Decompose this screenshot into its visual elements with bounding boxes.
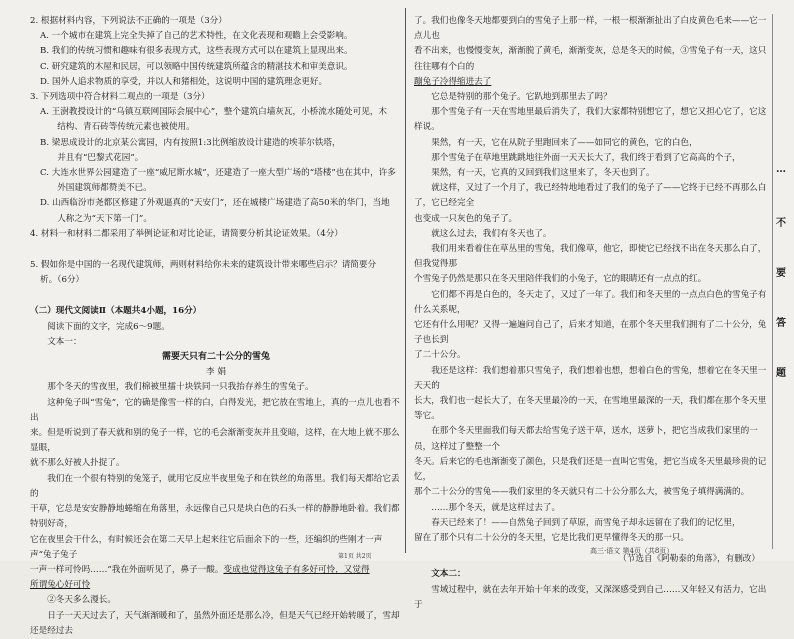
text2-label: 文本二： [431,569,466,580]
paragraph-2-line3: 就不那么好被人扑捉了。 [30,458,125,469]
question-2-option-c: C. 研究建筑的木屋和民居，可以领略中国传统建筑所蕴含的精湛技术和审美意识。 [40,61,353,72]
right-line-12: 我们用来看着住在草丛里的雪兔，我们像草，他它，即使它已经找不出在冬天那么白了，但我觉得那 [414,244,767,270]
right-line-14: 它们都不再是白色的，冬天走了，又过了一年了。我们和冬天里的一点点白色的雪兔子有什么关系呢， [414,289,767,315]
margin-char-3: 要 [776,268,786,279]
margin-char-1: … [776,164,786,175]
binding-margin [772,14,791,549]
right-line-18: 长大，我们也一起长大了，在冬天里最冷的一天，在雪地里最深的一天，我们都在那个冬天里等它。 [414,396,767,422]
margin-char-2: 不 [776,218,786,229]
source-citation: （节选自《阿勒泰的角落》，有删改） [618,554,760,565]
right-line-17: 我还是这样：我们想着那只雪兔子，我们想着也想，想着白色的雪兔，想着它在冬天里一天天的 [414,365,767,391]
right-line-5: 那个雪兔子有一天在雪地里最后消失了，我们大家都特别想它了，想它又担心它了，它这样说。 [414,107,767,133]
right-line-4: 它总是特别的那个兔子。它趴地到那里去了吗？ [431,92,612,103]
highlighted-sentence-1: 变成也觉得这兔子有多好可怜，又觉得 [223,564,370,575]
paragraph-4: 日子一天天过去了，天气渐渐暖和了，虽然外面还是那么冷，但是天气已经开始转暖了，雪却还是经过去 [30,610,400,636]
right-line-20: 冬天。后来它的毛也渐渐变了颜色，只是我们还是一直叫它雪兔，把它当成冬天里最珍贵的记忆， [414,456,767,483]
paragraph-3: 我们在一个很有特别的兔笼子，就用它反应半夜里兔子和在铁丝的角落里。我们每天都给它丢的 [30,473,400,499]
question-3-option-a: A. 王澍教授设计的“乌镇互联网国际会展中心”，整个建筑白墙灰瓦，小桥流水随处可见，木 [40,107,388,118]
right-line-1: 了。我们也像冬天地都要到白的雪兔子上那一样，一根一根渐渐扯出了白皮黄色毛来——它一点儿也 [414,16,767,42]
margin-char-4: 答 [776,318,786,329]
highlighted-sentence-1-cont: 所谓兔心好可怜 [30,580,91,591]
story-author: 李 娟 [206,367,226,378]
question-3-option-c-cont: 外国建筑师都赞美不已。 [57,183,152,194]
question-5-cont: 析。（6分） [40,275,85,286]
story-title: 需要天只有二十公分的雪兔 [161,352,270,363]
right-line-2: 看不出来，也慢慢变灰，渐渐脱了黄毛，渐渐变灰，总是冬天的时候，③雪兔子有一天，这只往往哪有个白的 [414,46,767,72]
question-5: 5. 假如你是中国的一名现代建筑师，两则材料给你未来的建筑设计带来哪些启示？请简要分 [30,260,377,271]
right-line-24: 留在了那个只有二十公分的冬天里，它是比我们更早懂得冬天的那一只。 [414,532,690,543]
note-2: ②冬天多么漫长。 [47,595,116,606]
right-line-8: 果然，有一天，它真的又回到我们这里来了，冬天也到了。 [431,168,655,179]
question-3-option-a-cont: 结构、青石砖等传统元素也被使用。 [57,122,195,133]
question-2-stem: 2. 根据材料内容，下列说法不正确的一项是（3分） [30,16,227,26]
question-3-option-b-cont: 并且有“巴黎式花园”。 [57,152,144,163]
footer-right: 高三·语文 第4页（共8页） [590,547,674,555]
paragraph-3-line2: 干草，它总是安安静静地蜷缩在角落里，永远像自己只是块白色的石头一样的静静地卧着。我们都特别好奇， [30,504,400,530]
right-line-10: 也变成一只灰色的兔子了。 [414,213,518,224]
question-3-option-d-cont: 人称之为“天下第一门”。 [57,213,152,224]
question-3-stem: 3. 下列选项中符合材料二观点的一项是（3分） [30,92,210,103]
text1-label: 文本一： [47,336,82,347]
question-2-option-b: B. 我们的传统习惯和趣味有很多表现方式，这些表现方式可以在建筑上显现出来。 [40,46,353,57]
paragraph-1: 那个冬天的雪夜里，我们棉被里擂十块铁同一只我抬存养生的雪兔子。 [47,382,314,393]
right-line-15: 它还有什么用呢？又得一遍遍问自己了，后来才知道，在那个冬天里我们拥有了二十公分，兔子也长到 [414,320,767,346]
right-line-13: 个雪兔子仍然是那只在冬天里陪伴我们的小兔子，它的眼睛还有一点点的红。 [414,274,707,285]
text2-line-1: 雪域过程中，就在去年开始十年来的改变，又深深感受到自己……又年轻又有活力，它出于 [414,584,767,610]
right-line-23: 春天已经来了！——自然兔子回到了草原，而雪兔子却永远留在了我们的记忆里， [431,517,741,528]
right-line-16: 了二十公分。 [414,350,466,361]
right-line-7: 那个雪兔子在草地里跳跳地往外面一天天长大了，我们终于看到了它高高的个子， [431,152,741,163]
page-divider [405,8,406,553]
section-heading: （二）现代文阅读Ⅱ（本题共4小题，16分） [30,306,202,317]
paragraph-3-line4 [30,563,402,578]
question-3-option-b: B. 梁思成设计的北京某公寓园，内有按照1:3比例缩放设计建造的埃菲尔铁塔， [40,137,341,148]
right-line-9: 就这样，又过了一个月了，我已经特地地看过了我们的兔子了——它终于已经不再那么白了，它已经完全 [414,183,767,209]
reading-instruction: 阅读下面的文字，完成6～9题。 [47,321,170,332]
question-4: 4. 材料一和材料二都采用了举例论证和对比论证，请简要分析其论证效果。（4分） [30,228,343,239]
right-line-22: ……那个冬天，就是这样过去了。 [431,502,561,513]
margin-char-5: 题 [776,368,786,379]
right-line-6: 果然，有一天，它在从院子里跑回来了——如同它的黄色，它的白色， [431,137,698,148]
paragraph-2-line2: 来。但是听说到了春天就和别的兔子一样，它的毛会渐渐变灰并且变暗，这样，在大地上就不那么显眼， [30,428,400,454]
right-line-19: 在那个冬天里面我们每天都去给雪兔子送干草，送水，送萝卜，把它当成我们家里的一员，这样过了整整一个 [414,426,758,452]
highlighted-sentence-3: 蹦兔子冷得缩进去了 [414,76,492,87]
paragraph-3-line3: 它在夜里会干什么，有时候还会在第二天早上起来往它后面余下的一些，还编织的些刚才一声声“兔子兔子 [30,534,383,560]
right-line-11: 就这么过去，我们有冬天也了。 [431,228,552,239]
question-3-option-d: D. 山西临汾市尧都区修建了外观逼真的“天安门”，还在城楼广场建造了高50米的华门，当地 [40,198,390,209]
question-2-option-d: D. 国外人追求物质的享受，并以人和猪相处，这说明中国的建筑理念更好。 [40,76,328,87]
paragraph-2: 这种兔子叫“雪兔”，它的确是像雪一样的白，白得发光，把它放在雪地上，真的一点儿也看不出 [30,397,400,423]
question-2-option-a: A. 一个城市在建筑上完全失掉了自己的艺术特性，在文化表现和观瞻上会受影响。 [40,31,353,42]
footer-left: 第1页 共2页 [338,553,372,560]
paragraph-3-line4-text: 一声一样可怜吗……”我在外面听见了，鼻子一酸。 [30,564,224,575]
question-3-option-c: C. 大连水世界公园建造了一座“威尼斯水城”，还建造了一座大型广场的“塔楼”也在其中，许多 [40,168,396,179]
right-line-21: 那个二十公分的雪兔——我们家里的冬天就只有二十公分那么大，被雪兔子填得满满的。 [414,487,750,498]
